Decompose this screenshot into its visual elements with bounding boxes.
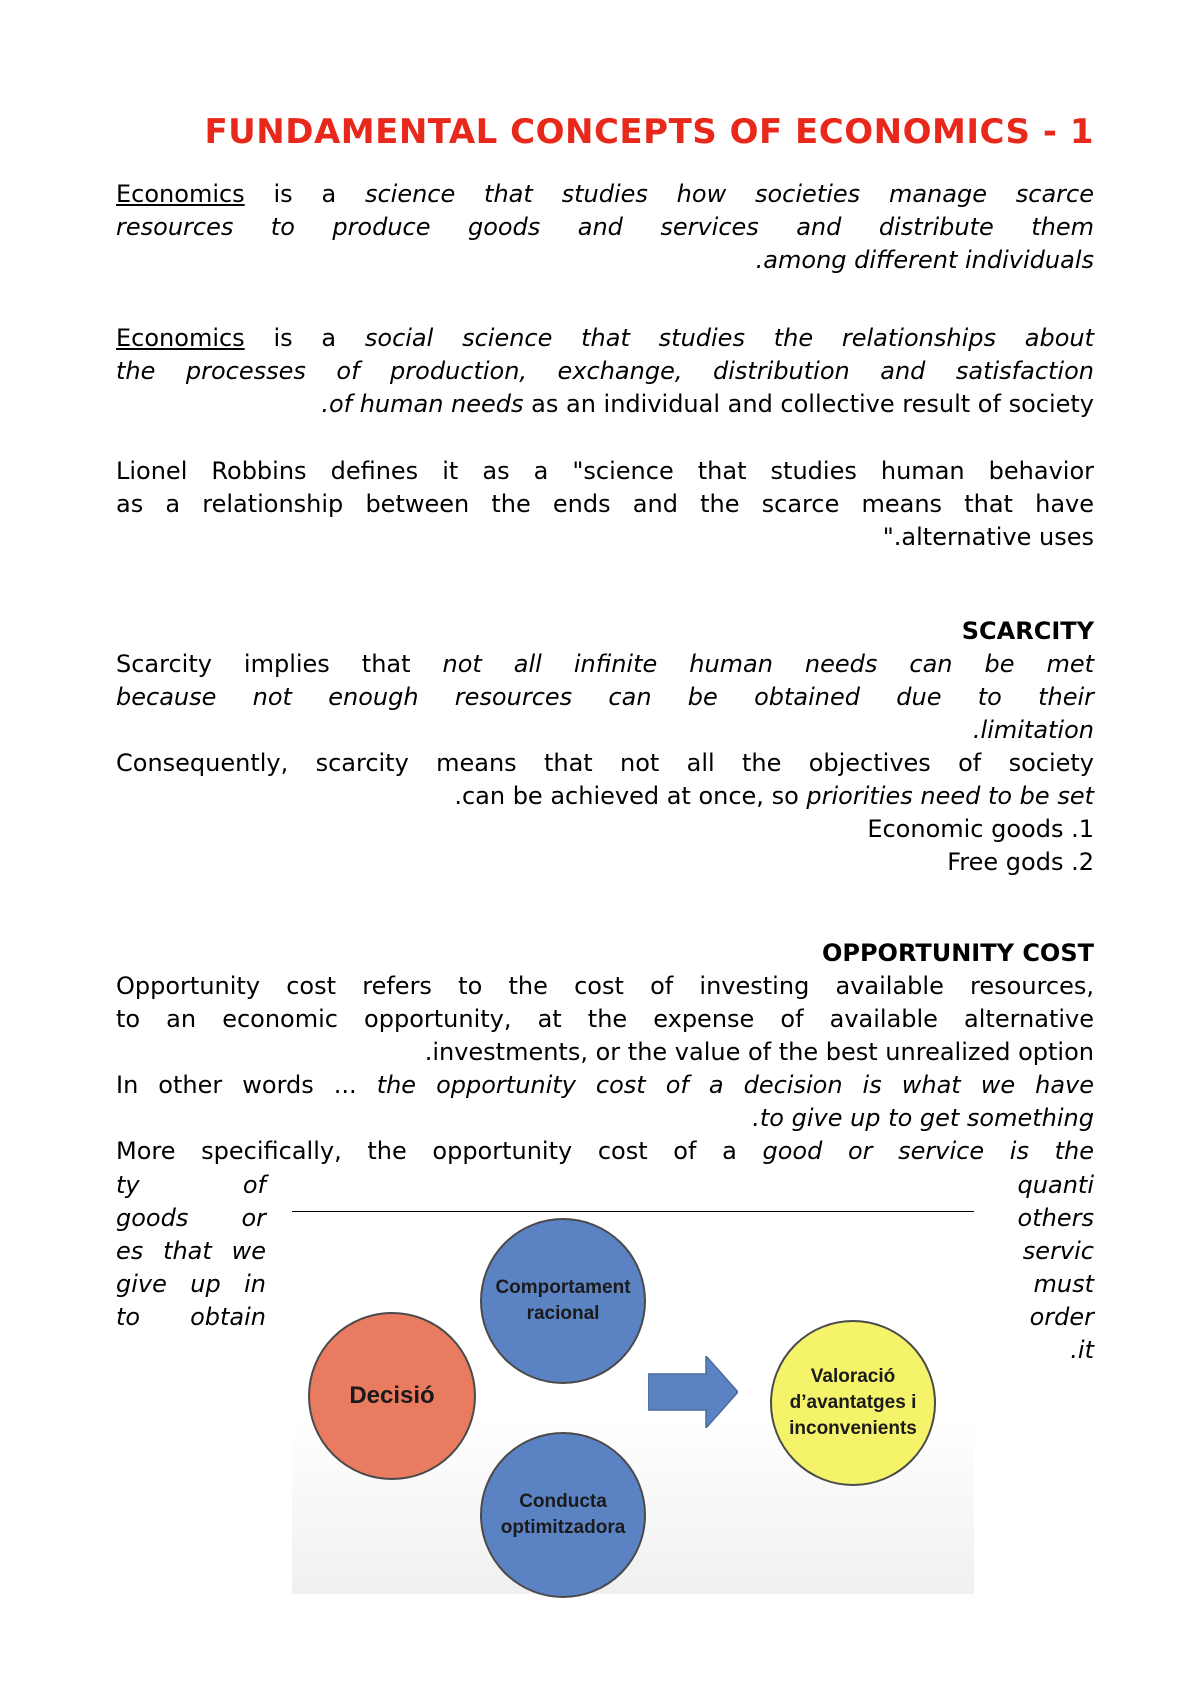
robbins-definition (116, 455, 1094, 554)
wrapped-right-line: order (1029, 1303, 1094, 1331)
opportunity-line-1: Opportunity cost refers to the cost of investing available resources, (116, 972, 1094, 1000)
opportunity-line-6: More specifically, the opportunity cost of a good or service is the (116, 1137, 1094, 1165)
right-arrow-icon (648, 1356, 738, 1428)
page-title: FUNDAMENTAL CONCEPTS OF ECONOMICS - 1 (204, 112, 1094, 152)
list-item-economic-goods: Economic goods .1 (867, 815, 1094, 843)
robbins-line-1: Lionel Robbins defines it as a "science that studies human behavior (116, 457, 1094, 485)
opportunity-line-3: .investments, or the value of the best unrealized option (424, 1038, 1094, 1066)
scarcity-line-4: Consequently, scarcity means that not all the objectives of society (116, 749, 1094, 777)
wrapped-left-line: to obtain (116, 1303, 266, 1331)
term-economics: Economics (116, 180, 245, 208)
definition-2 (116, 322, 1094, 421)
scarcity-heading: SCARCITY (961, 617, 1094, 645)
definition-2-line-2: the processes of production, exchange, distribution and satisfaction (116, 357, 1094, 385)
comportament-label-1: Comportament (495, 1277, 631, 1298)
wrapped-right-line: quanti (1017, 1171, 1094, 1199)
wrapped-right-line: servic (1022, 1237, 1094, 1265)
scarcity-line-5: .can be achieved at once, so priorities need to be set (454, 782, 1094, 810)
wrapped-left-line: ty of (116, 1171, 266, 1199)
opportunity-cost-heading: OPPORTUNITY COST (821, 939, 1094, 967)
scarcity-section (116, 648, 1094, 879)
robbins-line-2: as a relationship between the ends and the scarce means that have (116, 490, 1094, 518)
wrapped-left-line: give up in (116, 1270, 266, 1298)
comportament-racional-circle (480, 1218, 646, 1384)
wrapped-right-line: .it (1070, 1336, 1094, 1364)
scarcity-line-3: .limitation (972, 716, 1094, 744)
term-economics: Economics (116, 324, 245, 352)
wrapped-text-left (116, 1169, 266, 1334)
scarcity-line-2: because not enough resources can be obtained due to their (116, 683, 1094, 711)
diagram-top-rule (292, 1211, 974, 1212)
wrapped-left-line: es that we (116, 1237, 266, 1265)
definition-2-line-3: .of human needs as an individual and collective result of society (321, 390, 1094, 418)
definition-1-line-1: Economics is a science that studies how societies manage scarce (116, 180, 1094, 208)
decisio-circle (308, 1312, 476, 1480)
opportunity-line-2: to an economic opportunity, at the expense of available alternative (116, 1005, 1094, 1033)
conducta-label-2: optimitzadora (500, 1517, 626, 1538)
definition-2-line-1: Economics is a social science that studies the relationships about (116, 324, 1094, 352)
valoracio-label-3: inconvenients (789, 1418, 917, 1439)
conducta-optimitzadora-circle (480, 1432, 646, 1598)
valoracio-label-1: Valoració (810, 1366, 896, 1387)
valoracio-label-2: d’avantatges i (789, 1392, 917, 1413)
wrapped-text-right (960, 1169, 1094, 1367)
opportunity-cost-section (116, 970, 1094, 1168)
robbins-line-3: ".alternative uses (882, 523, 1094, 551)
opportunity-line-5: .to give up to get something (752, 1104, 1094, 1132)
list-item-free-goods: Free gods .2 (947, 848, 1094, 876)
wrapped-left-line: goods or (116, 1204, 266, 1232)
wrapped-right-line: must (1033, 1270, 1094, 1298)
definition-1-line-3: .among different individuals (755, 246, 1094, 274)
comportament-label-2: racional (526, 1303, 600, 1324)
decisio-label: Decisió (349, 1382, 435, 1409)
definition-1-line-2: resources to produce goods and services and distribute them (116, 213, 1094, 241)
definition-1 (116, 178, 1094, 277)
opportunity-line-4: In other words ... the opportunity cost of a decision is what we have (116, 1071, 1095, 1099)
conducta-label-1: Conducta (519, 1491, 607, 1512)
wrapped-right-line: others (1017, 1204, 1094, 1232)
scarcity-line-1: Scarcity implies that not all infinite human needs can be met (116, 650, 1094, 678)
valoracio-circle (770, 1320, 936, 1486)
